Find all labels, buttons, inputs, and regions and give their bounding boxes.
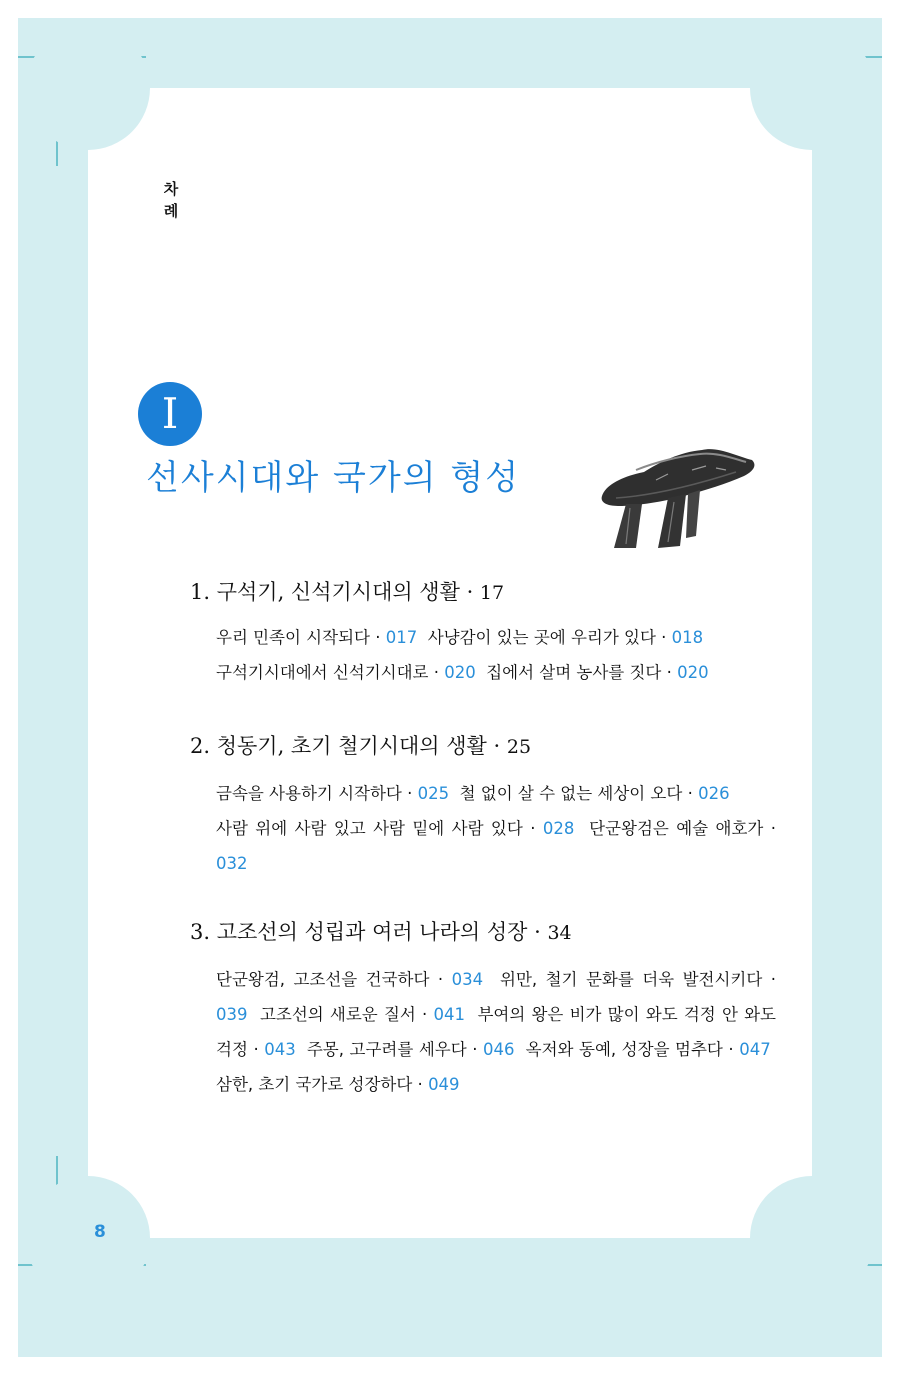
entry-page: 020: [444, 663, 476, 682]
entry-page: 049: [428, 1075, 460, 1094]
entry-page: 039: [216, 1005, 248, 1024]
toc-entry: 철 없이 살 수 없는 세상이 오다 · 026: [459, 784, 730, 803]
toc-label-char: 례: [163, 202, 179, 220]
chapter-heading: [190, 576, 504, 606]
entry-page: 025: [417, 784, 450, 803]
entry-page: 043: [264, 1040, 296, 1059]
page-number: 8: [94, 1222, 106, 1242]
toc-entry: 금속을 사용하기 시작하다 · 025: [216, 784, 450, 803]
part-number-badge: I: [138, 382, 202, 446]
toc-label: [160, 178, 182, 222]
chapter-separator: ·: [527, 920, 548, 944]
entry-page: 046: [483, 1040, 515, 1059]
chapter-page: 25: [506, 736, 532, 758]
entry-page: 047: [739, 1040, 771, 1059]
chapter-items: [216, 962, 776, 1102]
toc-entry: 단군왕검, 고조선을 건국하다 · 034: [216, 970, 484, 989]
toc-entry: 구석기시대에서 신석기시대로 · 020: [216, 663, 476, 682]
toc-entry: 고조선의 새로운 질서 · 041: [259, 1005, 466, 1024]
chapter-title: 1. 구석기, 신석기시대의 생활: [190, 580, 460, 604]
chapter-heading: [190, 730, 531, 760]
entry-page: 028: [542, 819, 575, 838]
chapter-title: 3. 고조선의 성립과 여러 나라의 성장: [190, 920, 528, 944]
entry-page: 020: [677, 663, 709, 682]
chapter-items: [216, 776, 776, 881]
toc-entry: 우리 민족이 시작되다 · 017: [216, 628, 418, 647]
chapter-separator: ·: [486, 734, 507, 758]
entry-page: 018: [671, 628, 704, 647]
entry-page: 041: [433, 1005, 466, 1024]
toc-entry: 옥저와 동예, 성장을 멈추다 · 047: [525, 1040, 771, 1059]
toc-label-char: 차: [163, 180, 179, 198]
corner-notch: [750, 1176, 874, 1300]
toc-entry: 단군왕검은 예술 애호가 · 032: [216, 819, 776, 873]
chapter-title: 2. 청동기, 초기 철기시대의 생활: [190, 734, 487, 758]
corner-notch: [750, 26, 874, 150]
toc-entry: 사냥감이 있는 곳에 우리가 있다 · 018: [427, 628, 704, 647]
corner-notch: [26, 26, 150, 150]
entry-page: 032: [216, 854, 248, 873]
dolmen-stone-icon: [596, 440, 758, 552]
entry-page: 017: [385, 628, 418, 647]
chapter-page: 17: [479, 582, 505, 604]
toc-entry: 부여의 왕은 비가 많이 와도 걱정 안 와도 걱정 · 043: [216, 1005, 776, 1059]
part-title: 선사시대와 국가의 형성: [146, 458, 521, 498]
chapter-page: 34: [547, 922, 572, 944]
entry-page: 026: [698, 784, 730, 803]
entry-page: 034: [451, 970, 484, 989]
toc-entry: 위만, 철기 문화를 더욱 발전시키다 · 039: [216, 970, 776, 1024]
chapter-heading: [190, 916, 572, 946]
toc-entry: 사람 위에 사람 있고 사람 밑에 사람 있다 · 028: [216, 819, 575, 838]
toc-entry: 집에서 살며 농사를 짓다 · 020: [486, 663, 709, 682]
chapter-separator: ·: [459, 580, 480, 604]
corner-notch: [26, 1176, 150, 1300]
toc-entry: 주몽, 고구려를 세우다 · 046: [306, 1040, 515, 1059]
toc-entry: 삼한, 초기 국가로 성장하다 · 049: [216, 1075, 460, 1094]
chapter-items: [216, 620, 776, 690]
